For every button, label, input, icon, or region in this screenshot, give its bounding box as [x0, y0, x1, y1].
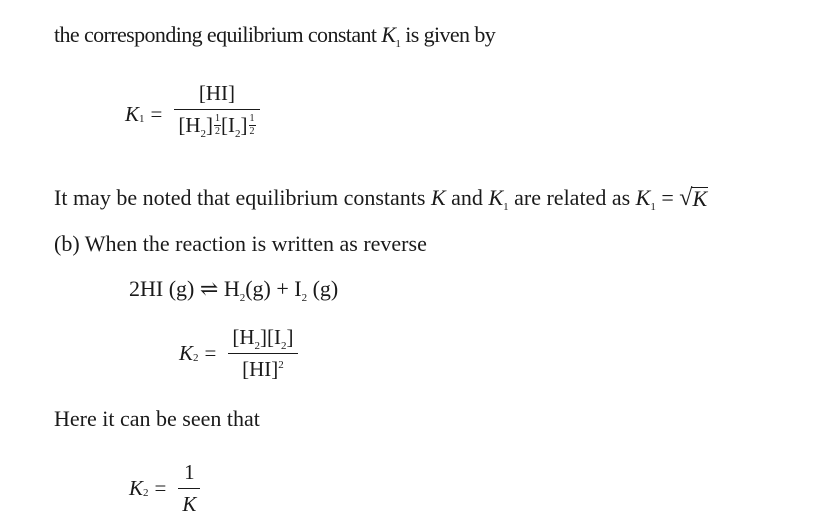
square-root: √ K	[679, 185, 708, 211]
fraction-bar	[228, 353, 297, 354]
fraction-numerator: $[H_2][I_2]$	[232, 325, 294, 352]
fraction-k2-inverse	[178, 459, 200, 518]
half-exponent: $\frac{1}{2}$	[215, 113, 221, 138]
half-exponent: $\frac{1}{2}$	[249, 113, 255, 138]
equation-k1: K $_1$ = [HI] $[H_2]$ $\frac{1}{2}$ $[I_2]$ $\frac{1}{2}$	[125, 80, 260, 148]
here-text: Here it can be seen that	[54, 406, 260, 431]
fraction-denominator: $[H_2]$ $\frac{1}{2}$ $[I_2]$ $\frac{1}{2}$	[178, 113, 255, 141]
fraction-numerator: [HI]	[198, 81, 236, 105]
equilibrium-arrow-icon: ⇌	[199, 276, 219, 301]
fraction-denominator: [HI]$^2$	[242, 357, 284, 382]
fraction-denominator: K	[182, 492, 197, 517]
intro-text: the corresponding equilibrium constant $K_1$ is given by	[54, 22, 496, 50]
fraction-k1	[174, 80, 259, 148]
fraction-bar	[178, 488, 200, 489]
k1-symbol: K	[381, 22, 396, 47]
equation-k2-inverse: K $_2$ = $\frac{1}{K}$	[129, 459, 200, 518]
fraction-numerator: 1	[184, 460, 195, 484]
relation-text: It may be noted that equilibrium constants K and $K_1$ are related as $K_1$ = √ K	[54, 185, 708, 213]
reverse-reaction: 2HI (g) ⇌ $H_2(g) + I_2$ (g)	[129, 276, 339, 304]
equation-k2: K $_2$ = $\frac{[H_2][I_2]}{[HI]^2}$	[179, 324, 298, 383]
fraction-k2	[228, 324, 297, 383]
fraction-bar	[174, 109, 259, 110]
part-b-text: (b) When the reaction is written as reverse	[54, 231, 427, 256]
